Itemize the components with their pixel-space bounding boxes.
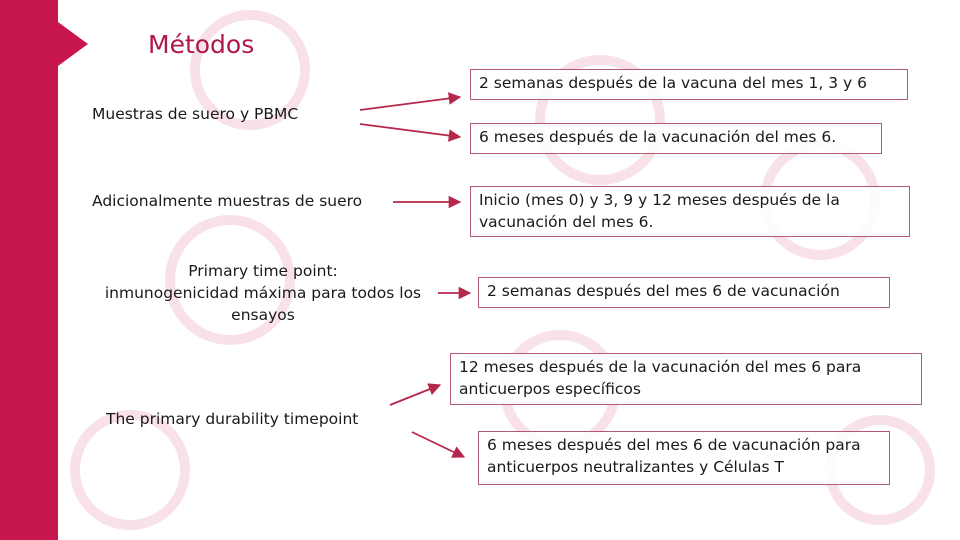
page-title: Métodos xyxy=(148,30,255,59)
label-extra-serum: Adicionalmente muestras de suero xyxy=(92,192,363,210)
box-twelve-months: 12 meses después de la vacunación del mes 6 para anticuerpos específicos xyxy=(450,353,922,405)
arrow-to-two-weeks xyxy=(360,97,460,110)
box-six-months: 6 meses después de la vacunación del mes 6. xyxy=(470,123,882,154)
arrow-to-twelve-months xyxy=(390,385,440,405)
box-two-weeks-month6: 2 semanas después del mes 6 de vacunación xyxy=(478,277,890,308)
label-primary-time-point: Primary time point: inmunogenicidad máxima para todos los ensayos xyxy=(104,262,422,324)
arrow-to-six-months-neutralizing xyxy=(412,432,464,457)
label-durability: The primary durability timepoint xyxy=(106,410,359,428)
box-baseline: Inicio (mes 0) y 3, 9 y 12 meses después de la vacunación del mes 6. xyxy=(470,186,910,237)
label-serum-pbmc: Muestras de suero y PBMC xyxy=(92,105,299,123)
box-two-weeks: 2 semanas después de la vacuna del mes 1, 3 y 6 xyxy=(470,69,908,100)
arrow-to-six-months xyxy=(360,124,460,137)
box-six-months-neutralizing: 6 meses después del mes 6 de vacunación para anticuerpos neutralizantes y Células T xyxy=(478,431,890,485)
